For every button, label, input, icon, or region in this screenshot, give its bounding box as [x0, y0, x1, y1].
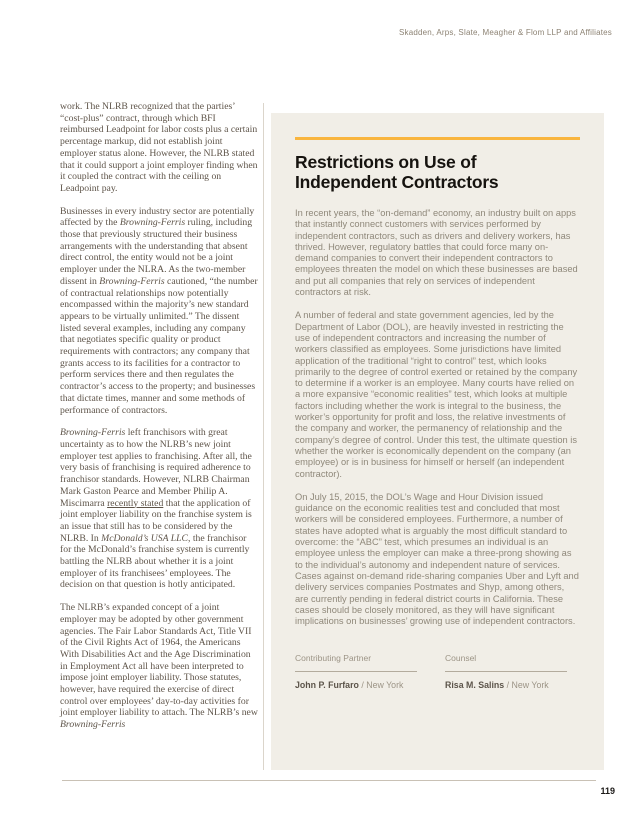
- text-run: Browning-Ferris: [99, 275, 165, 287]
- feature-paragraph: In recent years, the “on-demand” economy, an industry built on apps that instantly connect customers with services performed by independent contractors, such as drivers and delivery workers, has thrived. However, regulatory battles that could force many on-demand companies to convert their independent contractors to employees threaten the model on which these businesses are based and put all companies that rely on services of independent contractors at risk.: [295, 208, 578, 298]
- text-run: McDonald’s USA LLC: [101, 532, 189, 544]
- article-column: [60, 101, 258, 731]
- footer-rule: [62, 780, 596, 781]
- text-run: work. The NLRB recognized that the parties’ “cost-plus” contract, through which BFI reimbursed Leadpoint for labor costs plus a certain percentage markup, did not establish joint employer status alone. However, the NLRB stated that it could support a joint employer finding when it coupled the contract with the ceiling on Leadpoint pay.: [60, 101, 258, 194]
- text-run: , the franchisor for the McDonald’s franchise system is currently battling the NLRB about whether it is a joint employer of its franchisees’ employees. The decision on that question is hotly anticipated.: [60, 532, 250, 591]
- feature-paragraph: A number of federal and state government agencies, led by the Department of Labor (DOL), are heavily invested in restricting the use of independent contractors and increasing the number of workers classified as employees. Some jurisdictions have limited application of the traditional “right to control” test, which looks primarily to the degree of control exerted or retained by the company to determine if a worker is an employee. Many courts have relied on a more expansive “economic realities” test, which looks at multiple factors including whether the work is integral to the business, the worker’s opportunity for profit and loss, the relative investments of the company and worker, the permanency of relationship and the company’s degree of control. Under this test, the ultimate question is whether the worker is economically dependent on the company (an employee) or is in business for himself or herself (an independent contractor).: [295, 310, 578, 479]
- text-run: left franchisors with great uncertainty as to how the NLRB’s new joint employer test applies to franchising. After all, the very basis of franchising is required adherence to franchisor standards. However, NLRB Chairman Mark Gaston Pearce and Member Philip A. Miscimarra: [60, 427, 252, 509]
- recently-stated-link[interactable]: recently stated: [107, 497, 164, 509]
- contributor-person: [445, 680, 567, 690]
- feature-box: [271, 113, 604, 770]
- page-number: 119: [600, 786, 615, 796]
- text-run: that the application of joint employer liability on the franchise system is an issue that still has to be considered by the NLRB. In: [60, 497, 252, 544]
- contributor-partner: [295, 653, 417, 690]
- contributor-name: Risa M. Salins: [445, 680, 505, 691]
- accent-rule: [295, 137, 580, 140]
- text-run: Browning-Ferris: [119, 217, 186, 229]
- text-run: cautioned, “the number of contractual relationships now potentially encompassed within the majority’s new standard appears to be virtually unlimited.” The dissent listed several examples, including any company that negotiates specific quality or product requirements with contractors; any company that grants access to its facilities for a contractor to perform services there and then regulates the contractor’s access to the property; and businesses that dictate times, manner and some methods of performance of contractors.: [60, 275, 258, 416]
- contributor-separator: /: [361, 680, 364, 691]
- text-run: The NLRB’s expanded concept of a joint employer may be adopted by other government agencies. The Fair Labor Standards Act, Title VII of the Civil Rights Act of 1964, the Americans With Disabilities Act and the Age Discrimination in Employment Act all have been interpreted to impose joint employer liability. Those statutes, however, have required the exercise of direct control over employees’ day-to-day activities for joint employer liability to attach. The NLRB’s new: [60, 602, 258, 719]
- contributor-name: John P. Furfaro: [295, 680, 359, 691]
- masthead-firm-name: Skadden, Arps, Slate, Meagher & Flom LLP and Affiliates: [398, 28, 612, 37]
- feature-paragraph: On July 15, 2015, the DOL’s Wage and Hour Division issued guidance on the economic realities test and concluded that most workers will be considered employees. Furthermore, a number of states have adopted what is arguably the most difficult standard to overcome: the “ABC” test, which presumes an individual is an employee unless the employer can make a three-prong showing as to the individual’s autonomy and independent nature of services. Cases against on-demand ride-sharing companies Uber and Lyft and delivery services companies Postmates and Shyp, among others, are currently pending in federal district courts in California. These cases should be closely monitored, as they will have significant implications on businesses’ growing use of independent contractors.: [295, 491, 579, 627]
- text-run: Browning-Ferris: [60, 427, 126, 439]
- contributors-section: [295, 653, 580, 690]
- column-divider: [263, 103, 264, 770]
- contributor-counsel: [445, 653, 567, 690]
- text-run: Browning-Ferris: [60, 719, 126, 731]
- article-paragraph: [60, 206, 258, 417]
- text-run: Businesses in every industry sector are potentially affected by the: [60, 205, 255, 229]
- feature-title: Restrictions on Use of Independent Contractors: [295, 152, 499, 192]
- feature-body: [295, 208, 580, 627]
- contributor-location: New York: [511, 680, 549, 691]
- article-paragraph: [60, 602, 258, 731]
- contributor-role-label: Contributing Partner: [295, 653, 417, 672]
- article-paragraph: [60, 427, 258, 591]
- contributor-location: New York: [366, 680, 404, 691]
- text-run: ruling, including those that previously structured their business arrangements with the understanding that absent direct control, the entity would not be a joint employer under the NLRA. As the two-member dissent in: [60, 217, 253, 287]
- contributor-separator: /: [506, 680, 510, 691]
- article-paragraph: [60, 101, 258, 195]
- contributor-role-label: Counsel: [445, 653, 567, 672]
- contributor-person: [295, 680, 417, 690]
